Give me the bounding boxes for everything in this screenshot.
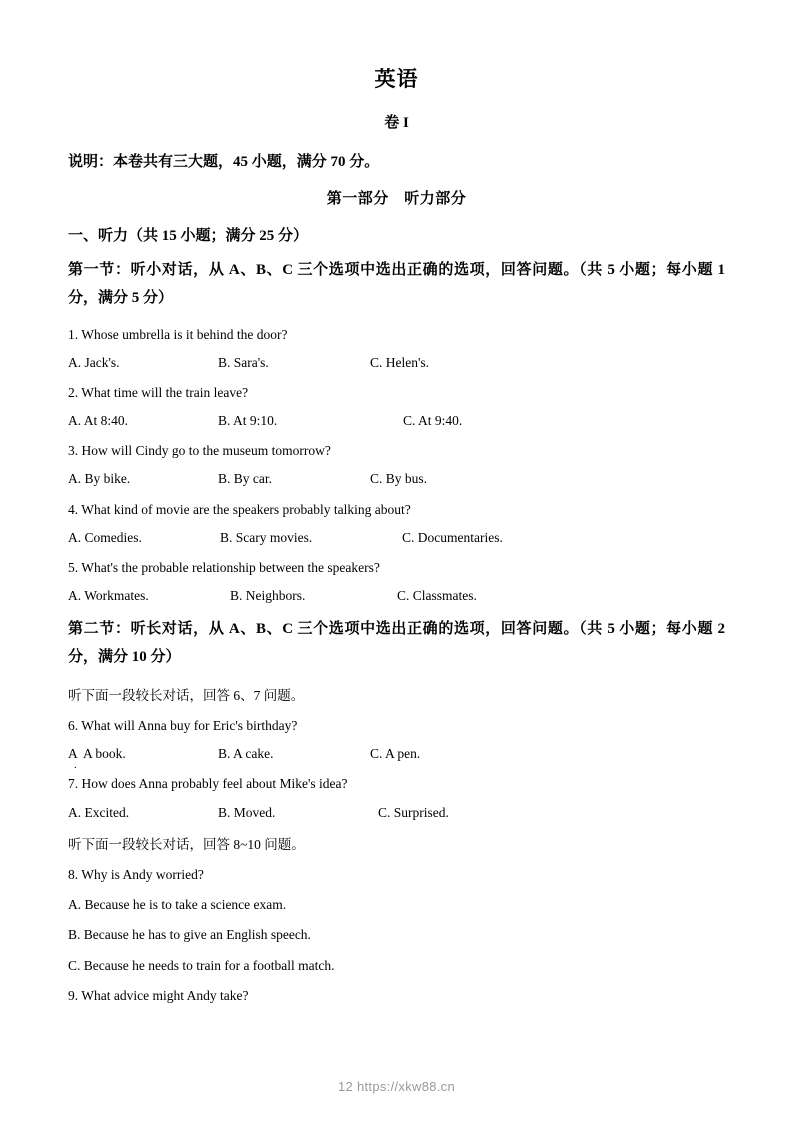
page-footer [0,1079,793,1094]
paper-note: 说明：本卷共有三大题，45 小题，满分 70 分。 [68,154,380,170]
listening-instruction-2: 听下面一段较长对话，回答 8~10 问题。 [68,836,305,852]
option-a[interactable]: A. Workmates. [68,588,149,604]
section-heading: 一、听力（共 15 小题；满分 25 分） [68,228,309,244]
question-text: 4. What kind of movie are the speakers probably talking about? [68,501,411,517]
stray-dot-mark: . [74,759,77,772]
paper-subtitle: 卷 I [384,115,409,131]
question-options [68,805,725,821]
question-options [68,746,725,772]
option-b[interactable]: B. At 9:10. [218,413,278,429]
question-text: 1. Whose umbrella is it behind the door? [68,326,288,342]
listening-instruction-1: 听下面一段较长对话，回答 6、7 问题。 [68,687,305,703]
option-c[interactable]: C. Classmates. [397,588,477,604]
option-c[interactable]: C. Helen's. [370,354,430,370]
option-a[interactable]: A. Jack's. [68,354,120,370]
part-heading: 第一部分 听力部分 [326,191,467,207]
option-c[interactable]: C. Documentaries. [402,529,503,545]
question-options [68,588,725,604]
option-c[interactable]: C. At 9:40. [403,413,463,429]
question-text: 3. How will Cindy go to the museum tomorrow? [68,443,331,459]
watermark-text: https://xkw88.cn [356,1079,455,1094]
option-b[interactable]: B. Neighbors. [230,588,306,604]
option-b[interactable]: B. Scary movies. [220,529,313,545]
option-a[interactable]: A. Comedies. [68,529,142,545]
question-options [68,471,725,487]
option-c[interactable]: C. Surprised. [378,804,449,820]
subsection-1-heading: 第一节：听小对话，从 A、B、C 三个选项中选出正确的选项，回答问题。（共 5 小题；每小题 1 分，满分 5 分） [68,262,725,306]
option-a[interactable]: A. Because he is to take a science exam. [68,897,287,913]
option-b[interactable]: B. Moved. [218,804,276,820]
question-text: 7. How does Anna probably feel about Mike's idea? [68,776,348,792]
option-c[interactable]: C. Because he needs to train for a football match. [68,957,335,973]
option-a[interactable]: A. By bike. [68,471,131,487]
option-a[interactable]: A. Excited. [68,804,130,820]
page-number: 12 [338,1079,354,1094]
option-b[interactable]: B. Sara's. [218,354,269,370]
question-text: 6. What will Anna buy for Eric's birthday? [68,718,298,734]
option-c[interactable]: C. A pen. [370,746,421,762]
question-text: 5. What's the probable relationship between the speakers? [68,560,380,575]
option-b[interactable]: B. Because he has to give an English speech. [68,927,311,943]
option-c[interactable]: C. By bus. [370,471,428,487]
subsection-2-heading: 第二节：听长对话，从 A、B、C 三个选项中选出正确的选项，回答问题。（共 5 小题；每小题 2 分，满分 10 分） [68,621,725,666]
question-options [68,413,725,429]
question-text: 2. What time will the train leave? [68,384,249,400]
question-options [68,530,725,546]
option-a[interactable]: A A book. [68,746,126,762]
option-a[interactable]: A. At 8:40. [68,413,129,429]
option-b[interactable]: B. A cake. [218,746,274,762]
option-b[interactable]: B. By car. [218,471,272,487]
question-text: 9. What advice might Andy take? [68,987,249,1003]
question-text: 8. Why is Andy worried? [68,867,204,882]
page-title: 英语 [374,67,419,91]
question-options [68,355,725,371]
